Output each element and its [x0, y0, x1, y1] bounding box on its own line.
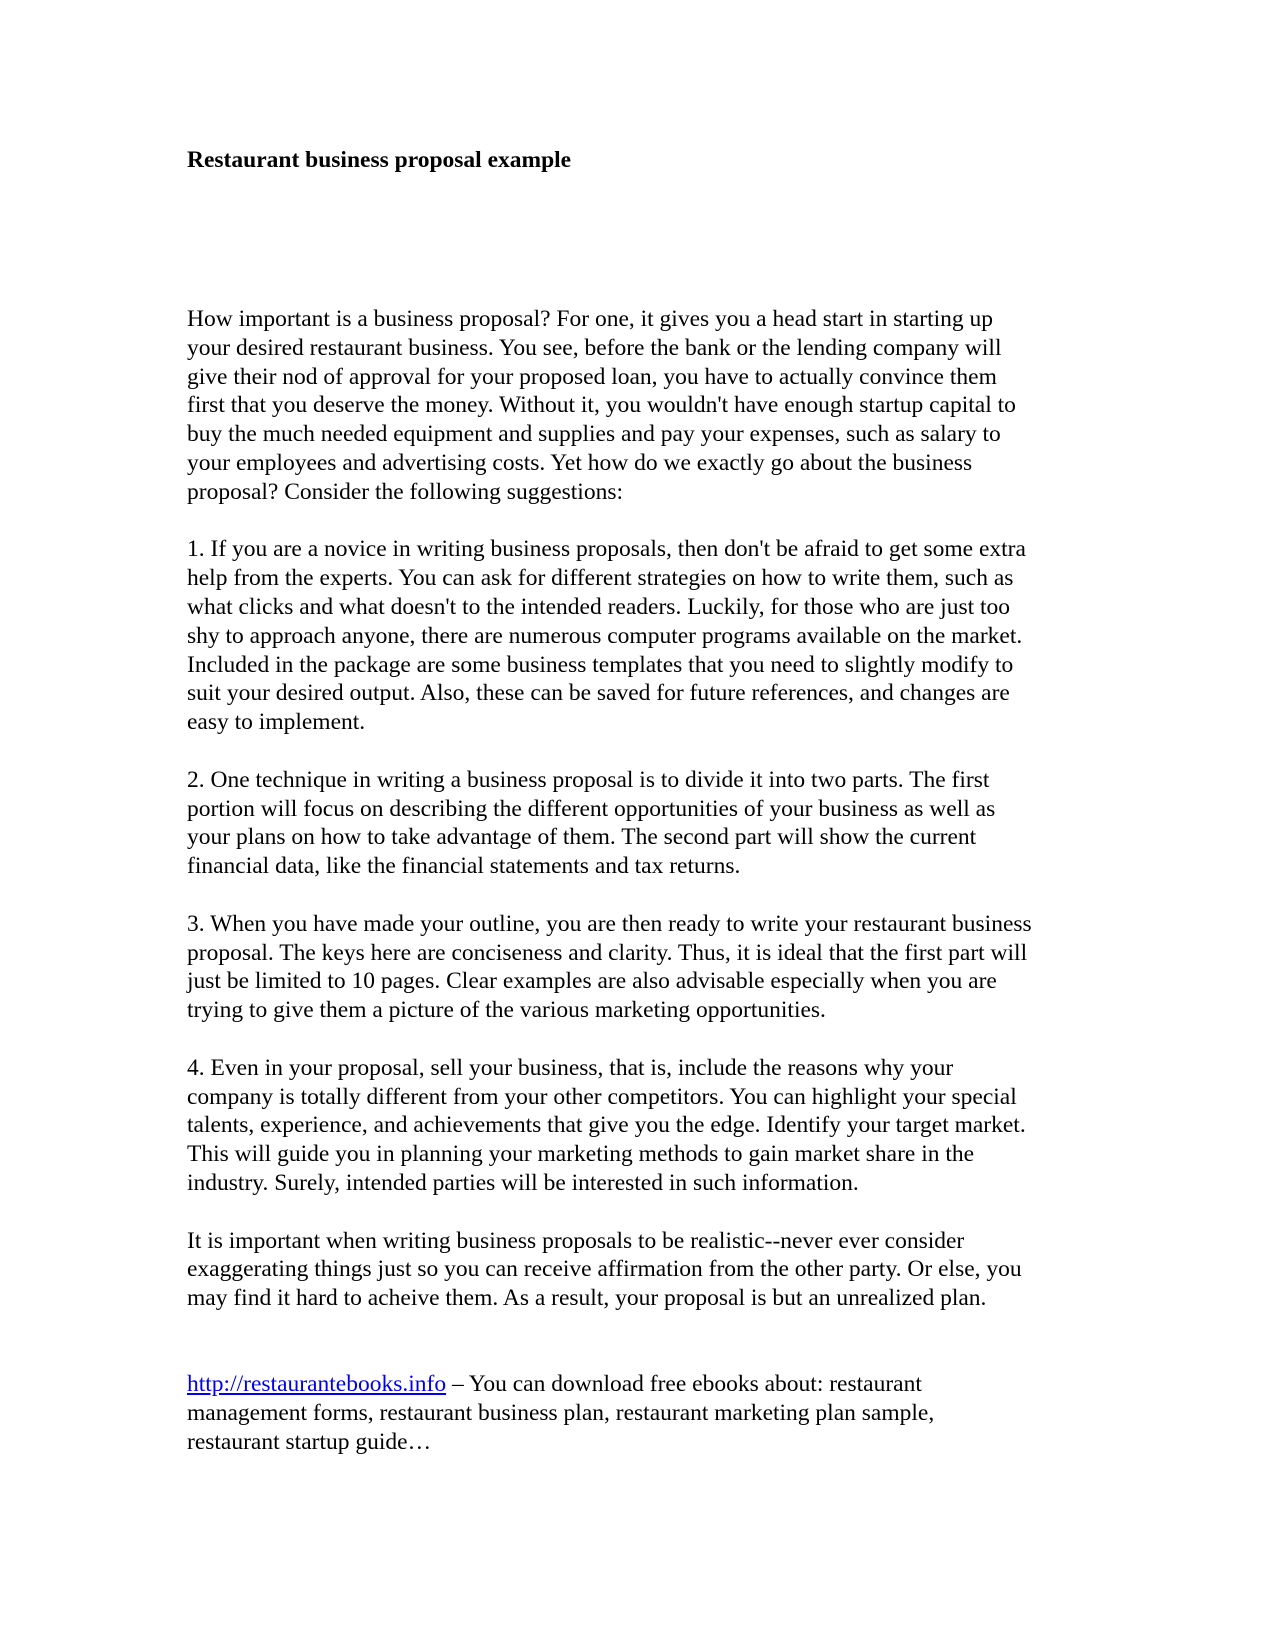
footer-text-line1: – You can download free ebooks about: restaurant [446, 1371, 922, 1398]
ebooks-link[interactable]: http://restaurantebooks.info [187, 1371, 447, 1398]
footer-paragraph [187, 1370, 1092, 1456]
suggestion-1-paragraph: 1. If you are a novice in writing business proposals, then don't be afraid to get some extra help from the experts. You can ask for different strategies on how to write them, such as what clicks and what doesn't to the intended readers. Luckily, for those who are just too shy to approach anyone, there are numerous computer programs available on the market. Included in the package are some business templates that you need to slightly modify to suit your desired output. Also, these can be saved for future references, and changes are easy to implement. [187, 536, 1026, 736]
document-body [187, 146, 1092, 1457]
conclusion-paragraph: It is important when writing business proposals to be realistic--never ever consider exaggerating things just so you can receive affirmation from the other party. Or else, you may find it hard to acheive them. As a result, your proposal is but an unrealized plan. [187, 1227, 1022, 1312]
suggestion-2-paragraph: 2. One technique in writing a business proposal is to divide it into two parts. The first portion will focus on describing the different opportunities of your business as well as your plans on how to take advantage of them. The second part will show the current financial data, like the financial statements and tax returns. [187, 766, 996, 880]
document-title: Restaurant business proposal example [187, 147, 572, 173]
suggestion-4-paragraph: 4. Even in your proposal, sell your business, that is, include the reasons why your company is totally different from your other competitors. You can highlight your special talents, experience, and achievements that give you the edge. Identify your target market. This will guide you in planning your marketing methods to gain market share in the industry. Surely, intended parties will be interested in such information. [187, 1054, 1026, 1196]
footer-text-rest: management forms, restaurant business plan, restaurant marketing plan sample, restaurant startup guide… [187, 1400, 935, 1456]
intro-paragraph: How important is a business proposal? For one, it gives you a head start in starting up your desired restaurant business. You see, before the bank or the lending company will give their nod of approval for your proposed loan, you have to actually convince them first that you deserve the money. Without it, you wouldn't have enough startup capital to buy the much needed equipment and supplies and pay your expenses, such as salary to your employees and advertising costs. Yet how do we exactly go about the business proposal? Consider the following suggestions: [187, 306, 1016, 505]
suggestion-3-paragraph: 3. When you have made your outline, you are then ready to write your restaurant business proposal. The keys here are conciseness and clarity. Thus, it is ideal that the first part will just be limited to 10 pages. Clear examples are also advisable especially when you are trying to give them a picture of the various marketing opportunities. [187, 910, 1032, 1024]
